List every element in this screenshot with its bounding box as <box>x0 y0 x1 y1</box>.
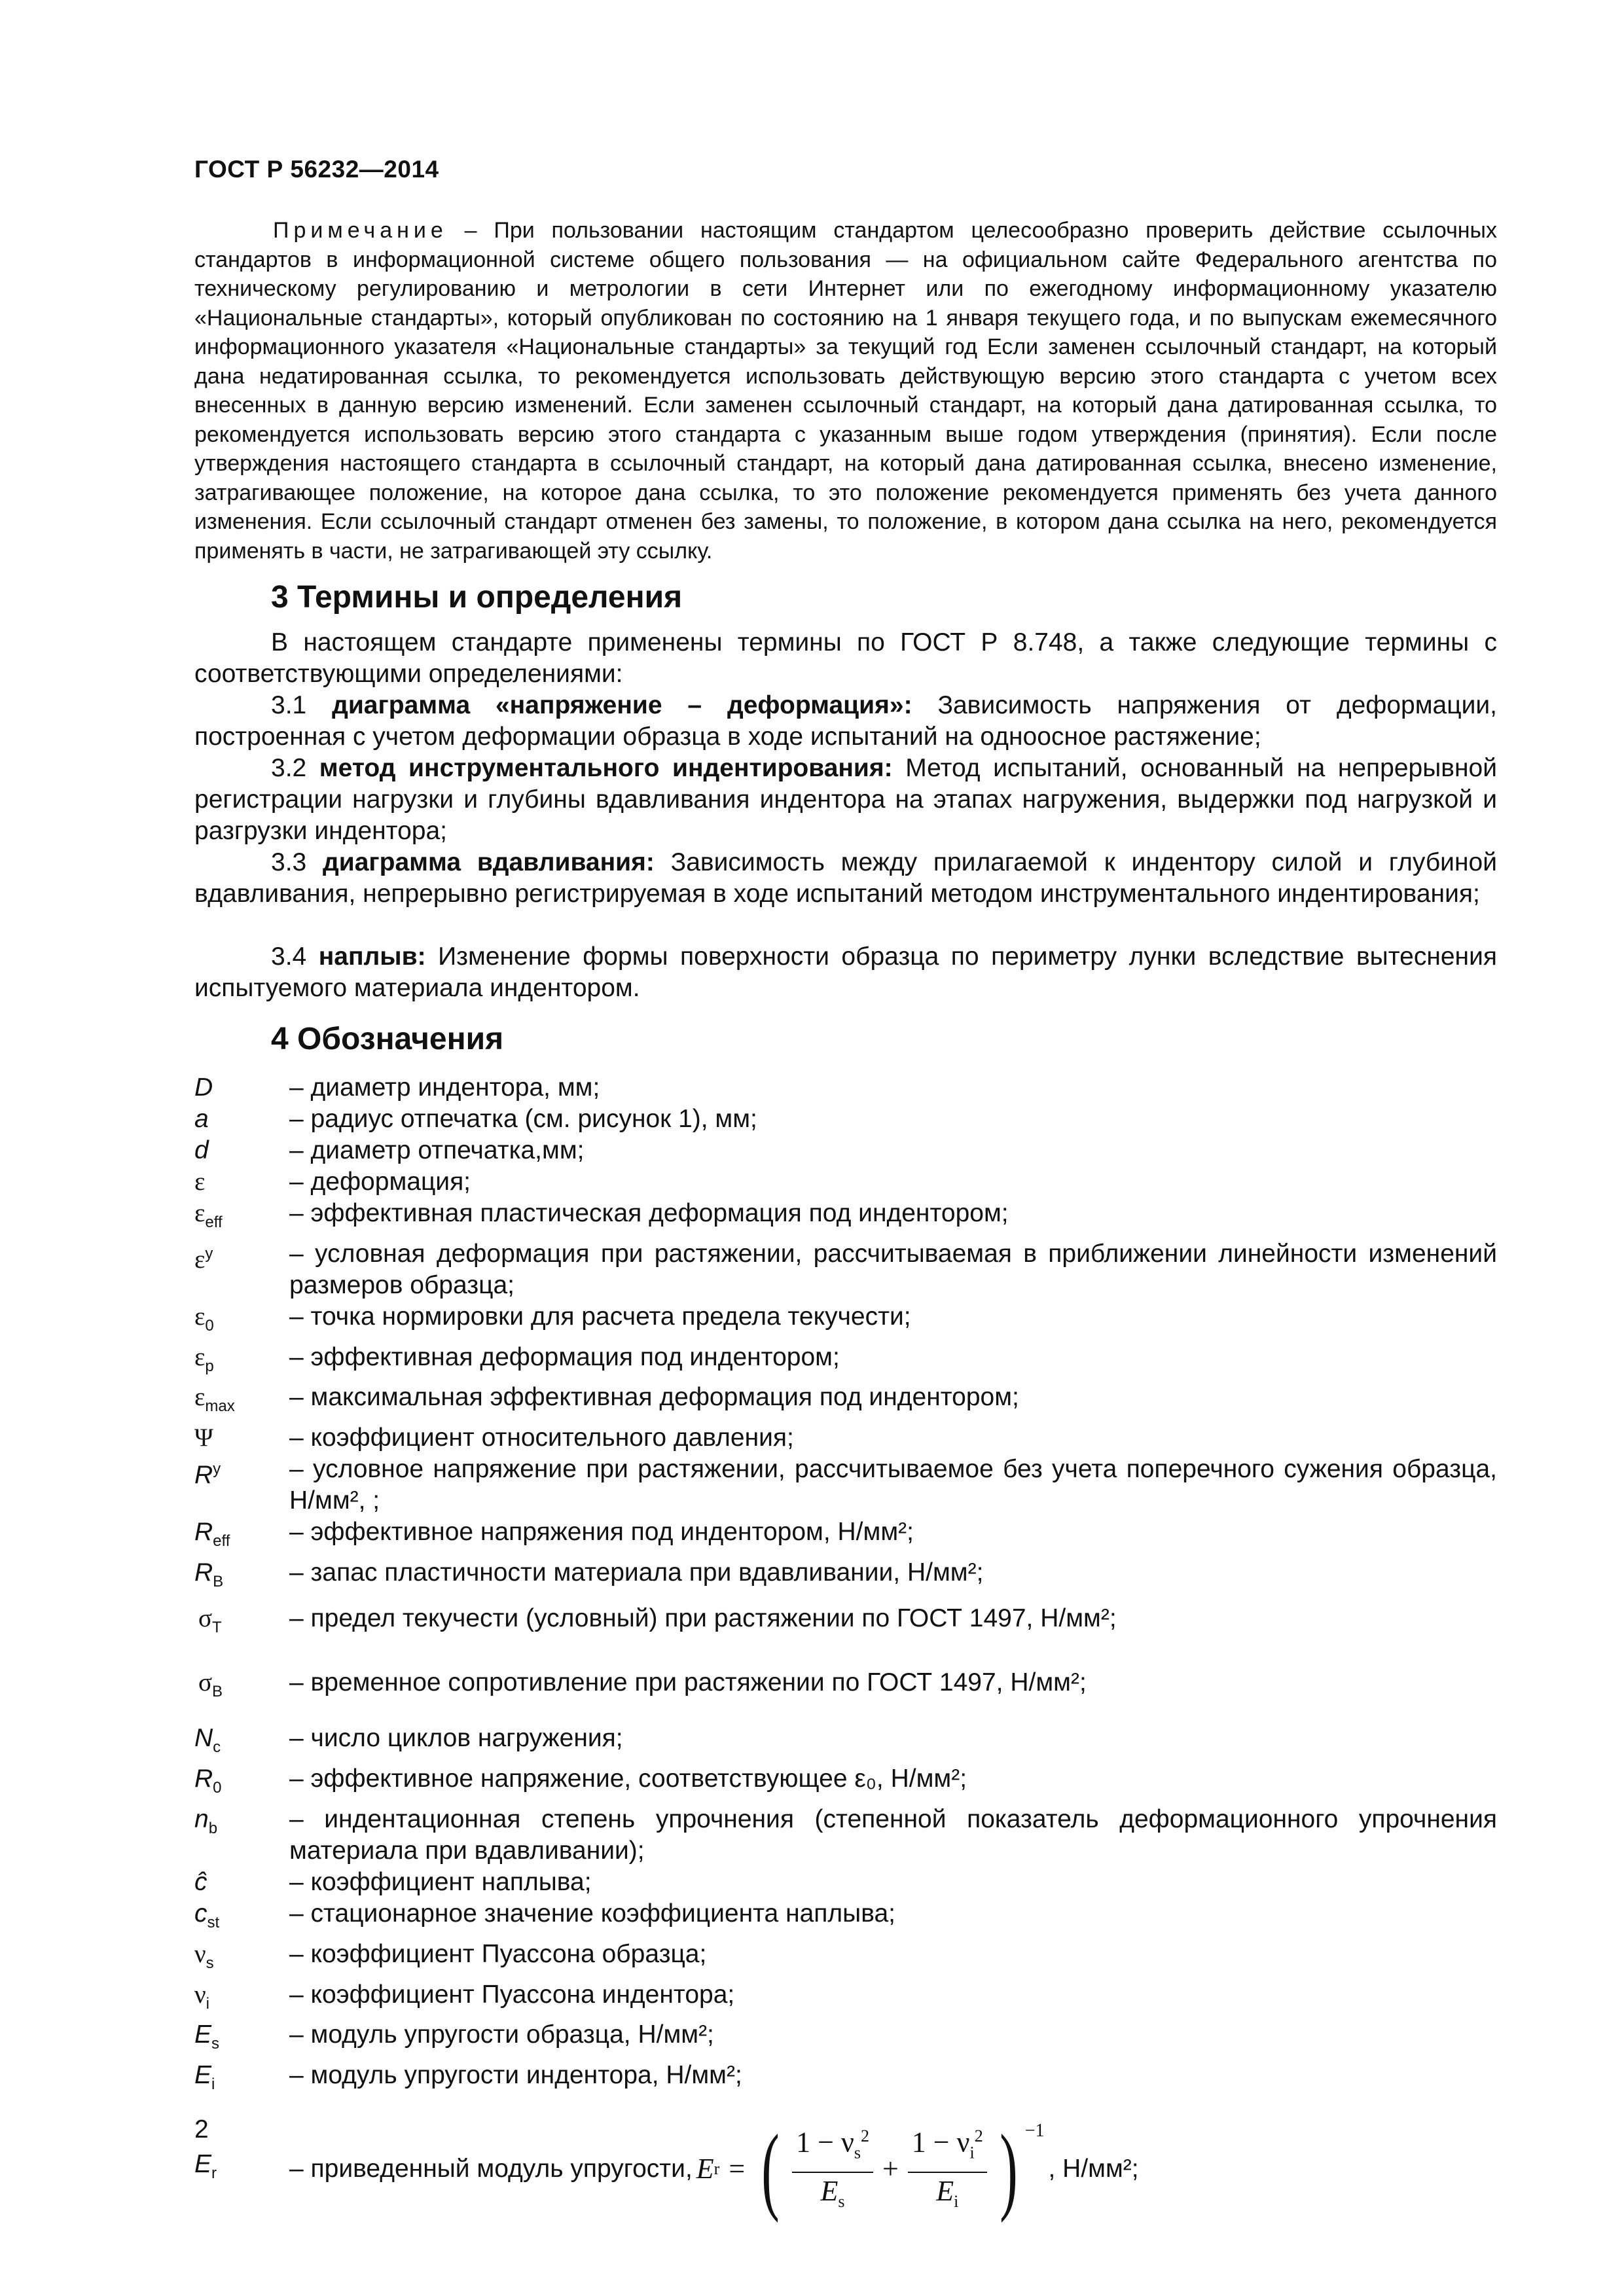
symbol: $E_r$ <box>194 2150 217 2182</box>
term-3-4 <box>194 941 1497 1004</box>
term-name: диаграмма вдавливания: <box>323 848 655 876</box>
term-3-1 <box>194 690 1497 753</box>
formula-lhs-sub: r <box>713 2159 720 2178</box>
formula-exponent: −1 <box>1024 2120 1045 2141</box>
document-code: ГОСТ Р 56232—2014 <box>194 156 439 183</box>
symbol-description: – коэффициент Пуассона образца; <box>289 1939 707 1968</box>
er-units: , Н/мм²; <box>1048 2154 1139 2183</box>
symbol-row <box>194 1422 1497 1454</box>
symbol: $R_0$ <box>194 1765 222 1797</box>
numerator-2: 1 − ν <box>911 2126 970 2159</box>
symbol-description: – коэффициент относительного давления; <box>289 1424 794 1452</box>
symbol-description: – запас пластичности материала при вдавливании, Н/мм²; <box>289 1558 984 1587</box>
note-label: Примечание <box>273 218 448 243</box>
term-definition: Зависимость между прилагаемой к индентору силой и глубиной вдавливания, непрерывно регистрируемая в ходе испытаний методом инструментального индентирования; <box>194 848 1497 908</box>
section-3-intro: В настоящем стандарте применены термины по ГОСТ Р 8.748, а также следующие термины с соответствующими определениями: <box>194 628 1497 688</box>
term-definition: Зависимость напряжения от деформации, построенная с учетом деформации образца в ходе испытаний на одноосное растяжение; <box>194 691 1497 751</box>
symbols-list <box>194 1072 1497 2231</box>
symbol-description: – точка нормировки для расчета предела текучести; <box>289 1302 911 1331</box>
symbol: $R^y$ <box>194 1460 221 1490</box>
section-4-title: 4 Обозначения <box>271 1022 504 1056</box>
symbol: $\sigma_T$ <box>198 1604 222 1636</box>
symbol: $R_{eff}$ <box>194 1518 230 1550</box>
symbol-description: – эффективная пластическая деформация под индентором; <box>289 1199 1009 1227</box>
left-paren: ( <box>761 2114 780 2223</box>
denominator-1: E <box>820 2174 839 2207</box>
term-name: наплыв: <box>318 942 426 971</box>
symbol-row-er <box>194 2107 1497 2231</box>
symbol-description: – радиус отпечатка (см. рисунок 1), мм; <box>289 1105 757 1133</box>
symbol-row <box>194 1898 1497 1939</box>
right-paren: ) <box>999 2114 1018 2223</box>
formula-plus: + <box>882 2152 899 2185</box>
symbol-row <box>194 1867 1497 1898</box>
symbol-description: – модуль упругости образца, Н/мм²; <box>289 2020 714 2049</box>
symbol-row <box>194 1238 1497 1301</box>
symbol-description: – число циклов нагружения; <box>289 1724 623 1753</box>
symbol-description: – стационарное значение коэффициента наплыва; <box>289 1899 896 1928</box>
symbol-row <box>194 1301 1497 1342</box>
numerator-1: 1 − ν <box>796 2126 854 2159</box>
symbol-description: – эффективное напряжение, соответствующее ε₀, Н/мм²; <box>289 1765 967 1793</box>
symbol: d <box>194 1136 209 1164</box>
symbol-row <box>194 2019 1497 2060</box>
denominator-2: E <box>936 2174 954 2207</box>
symbol: $\nu_i$ <box>194 1980 209 2013</box>
symbol-description: – условное напряжение при растяжении, рассчитываемое без учета поперечного сужения образца, Н/мм², ; <box>289 1455 1497 1515</box>
symbol-row <box>194 1939 1497 1979</box>
symbol-description: – диаметр индентора, мм; <box>289 1073 600 1102</box>
symbol-row <box>194 1557 1497 1598</box>
symbol-description: – индентационная степень упрочнения (степенной показатель деформационного упрочнения материала при вдавливании); <box>289 1804 1497 1865</box>
symbol-description <box>289 2114 1497 2223</box>
fraction-indenter: $\frac{1 - \nu_i^2}{E_i}$ <box>908 2121 987 2217</box>
note-paragraph <box>194 216 1497 565</box>
fraction-sample: $\frac{1 - \nu_s^2}{E_s}$ <box>792 2121 873 2217</box>
formula-lhs: E <box>696 2152 714 2185</box>
symbol: $\varepsilon_{max}$ <box>194 1383 235 1416</box>
term-3-3 <box>194 847 1497 910</box>
symbol-row <box>194 1198 1497 1238</box>
term-name: метод инструментального индентирования: <box>319 754 893 782</box>
term-number: 3.4 <box>271 942 307 971</box>
term-definition: Изменение формы поверхности образца по периметру лунки вследствие вытеснения испытуемого материала индентором. <box>194 942 1497 1002</box>
symbol: ε <box>194 1168 206 1196</box>
symbol-row <box>194 1103 1497 1135</box>
note-text: – При пользовании настоящим стандартом целесообразно проверить действие ссылочных стандартов в информационной системе общего пользования — на официальном сайте Федерального агентства по техническому регулированию и метрологии в сети Интернет или по ежегодному информационному указателю «Национальные стандарты», который опубликован по состоянию на 1 января текущего года, и по выпускам ежемесячного информационного указателя «Национальные стандарты» за текущий год Если заменен ссылочный стандарт, на который дана недатированная ссылка, то рекомендуется использовать действующую версию этого стандарта с учетом всех внесенных в данную версию изменений. Если заменен ссылочный стандарт, на который дана датированная ссылка, то рекомендуется использовать версию этого стандарта с указанным выше годом утверждения (принятия). Если после утверждения настоящего стандарта в ссылочный стандарт, на который дана датированная ссылка, внесено изменение, затрагивающее положение, на которое дана ссылка, то это положение рекомендуется применять без учета данного изменения. Если ссылочный стандарт отменен без замены, то положение, в котором дана ссылка на него, рекомендуется применять в части, не затрагивающей эту ссылку. <box>194 218 1497 564</box>
page-number: 2 <box>194 2115 209 2144</box>
symbol-description: – временное сопротивление при растяжении по ГОСТ 1497, Н/мм²; <box>289 1668 1087 1696</box>
symbol-row <box>194 1723 1497 1763</box>
er-description: – приведенный модуль упругости, <box>289 2154 693 2183</box>
symbol-row <box>194 1667 1497 1708</box>
symbol-description: – диаметр отпечатка,мм; <box>289 1136 585 1164</box>
formula-equals: = <box>729 2152 746 2185</box>
symbol: $\nu_s$ <box>194 1939 214 1972</box>
symbol: $c_{st}$ <box>194 1899 220 1931</box>
symbol-description: – модуль упругости индентора, Н/мм²; <box>289 2061 742 2090</box>
symbol: ĉ <box>194 1867 208 1896</box>
symbol: $\varepsilon_0$ <box>194 1302 214 1335</box>
symbol: $E_i$ <box>194 2061 215 2093</box>
term-name: диаграмма «напряжение – деформация»: <box>332 691 912 719</box>
symbol: D <box>194 1073 213 1102</box>
symbol-row <box>194 1382 1497 1422</box>
symbol: $\varepsilon_{eff}$ <box>194 1199 223 1231</box>
symbol: $\varepsilon_p$ <box>194 1342 214 1375</box>
symbol-description: – эффективное напряжения под индентором, Н/мм²; <box>289 1518 914 1547</box>
symbol-description: – максимальная эффективная деформация под индентором; <box>289 1383 1019 1412</box>
term-number: 3.3 <box>271 848 307 876</box>
symbol-row <box>194 1516 1497 1557</box>
symbol-row <box>194 1166 1497 1198</box>
symbol: $n_b$ <box>194 1804 218 1837</box>
symbol: $E_s$ <box>194 2020 220 2053</box>
term-definition: Метод испытаний, основанный на непрерывной регистрации нагрузки и глубины вдавливания индентора на этапах нагружения, выдержки под нагрузкой и разгрузки индентора; <box>194 754 1498 845</box>
symbol-row <box>194 1979 1497 2020</box>
symbol-description: – условная деформация при растяжении, рассчитываемая в приближении линейности изменений размеров образца; <box>289 1239 1497 1299</box>
symbol-row <box>194 1135 1497 1166</box>
symbol: $N_c$ <box>194 1724 221 1757</box>
symbol-description: – коэффициент Пуассона индентора; <box>289 1980 735 2009</box>
symbol-row <box>194 1763 1497 1804</box>
symbol-description: – предел текучести (условный) при растяжении по ГОСТ 1497, Н/мм²; <box>289 1604 1117 1632</box>
symbol-row <box>194 1454 1497 1516</box>
section-3-title: 3 Термины и определения <box>271 580 683 615</box>
symbol-row <box>194 2060 1497 2100</box>
symbol: $R_B$ <box>194 1558 224 1590</box>
symbol-row <box>194 1072 1497 1103</box>
symbol-description: – коэффициент наплыва; <box>289 1867 592 1896</box>
symbol: a <box>194 1105 209 1133</box>
symbol-row <box>194 1342 1497 1382</box>
symbol-description: – эффективная деформация под индентором; <box>289 1342 840 1371</box>
symbol-description: – деформация; <box>289 1168 471 1196</box>
reduced-modulus-formula <box>696 2114 1045 2223</box>
symbol-row <box>194 1804 1497 1867</box>
symbol: Ψ <box>194 1424 213 1452</box>
term-number: 3.1 <box>271 691 307 719</box>
symbol: $\varepsilon^y$ <box>194 1244 213 1274</box>
term-number: 3.2 <box>271 754 307 782</box>
term-3-2 <box>194 753 1497 847</box>
symbol: $\sigma_B$ <box>198 1668 223 1700</box>
symbol-row <box>194 1603 1497 1643</box>
